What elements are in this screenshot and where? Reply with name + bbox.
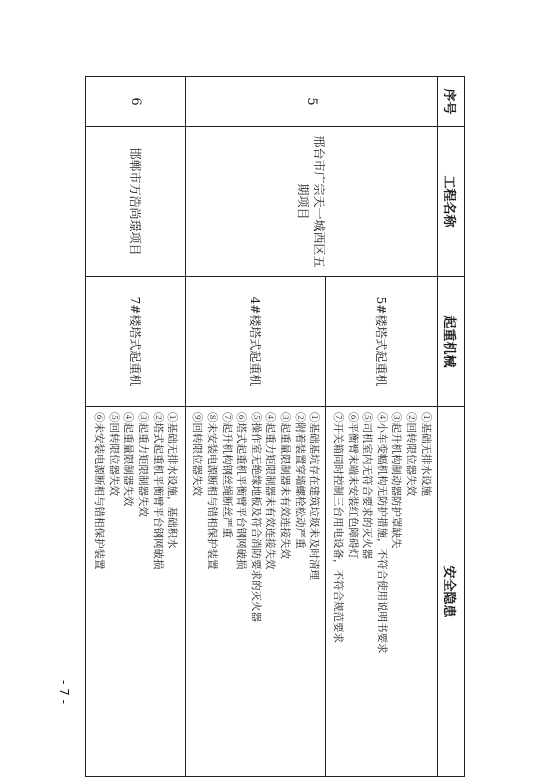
header-crane: 起重机械 — [438, 277, 465, 407]
crane-cell: 4#楼塔式起重机 — [186, 277, 326, 407]
project-cell: 邯郸市万浩尚璟项目 — [86, 127, 186, 277]
hazard-item: ⑨回转限位器失效 — [191, 412, 204, 496]
hazard-item: ③起重力矩限制器失效 — [137, 412, 150, 517]
hazard-item: ②回转限位器失效 — [404, 412, 417, 496]
hazard-item: ⑥塔式起重机平衡臂平台钢网破损 — [235, 412, 248, 570]
header-seq: 序号 — [438, 77, 465, 127]
hazard-item: ②塔式起重机平衡臂平台钢网破损 — [151, 412, 164, 570]
hazard-cell — [86, 407, 186, 777]
hazard-item: ⑤操作室无绝缘地板及符合消防要求的灭火器 — [249, 412, 262, 622]
project-cell: 邢台市广宗天一城西区五期项目 — [186, 127, 438, 277]
hazard-item: ①基础无排水设施，基础积水 — [166, 412, 179, 549]
seq-cell: 6 — [86, 77, 186, 127]
hazard-item: ①基础无排水设施 — [419, 412, 432, 496]
rotated-table-container — [85, 76, 465, 776]
crane-cell: 7#楼塔式起重机 — [86, 277, 186, 407]
header-project: 工程名称 — [438, 127, 465, 277]
page-number: - 7 - — [56, 680, 71, 704]
hazard-item: ④小车变幅机构无防护措施，不符合使用说明书要求 — [375, 412, 388, 654]
hazard-item: ④起重力矩限制器未有效连接失效 — [264, 412, 277, 570]
table-row — [326, 77, 438, 777]
hazard-cell — [186, 407, 326, 777]
hazard-item: ⑤司机室内无符合要求的灭火器 — [361, 412, 374, 559]
hazard-item: ⑥平衡臂末端未安装红色障碍灯 — [346, 412, 359, 559]
hazard-item: ③起升机构制动器防护罩缺失 — [390, 412, 403, 549]
hazard-item: ⑧未安装电源断相与错相保护装置 — [206, 412, 219, 570]
table-row — [86, 77, 186, 777]
hazard-item: ④起重量限制器失效 — [122, 412, 135, 507]
hazard-item: ②附着装置穿墙螺栓松动严重 — [293, 412, 306, 549]
crane-cell: 5#楼塔式起重机 — [326, 277, 438, 407]
hazard-item: ⑦开关箱同时控制三台用电设备，不符合规范要求 — [332, 412, 345, 643]
header-hazard: 安全隐患 — [438, 407, 465, 777]
hazard-item: ⑤回转限位器失效 — [107, 412, 120, 496]
hazard-cell — [326, 407, 438, 777]
hazard-item: ①基础基坑存在建筑垃圾未及时清理 — [308, 412, 321, 580]
hazard-item: ⑦起升机构钢丝绳断丝严重 — [220, 412, 233, 538]
hazard-table — [85, 76, 465, 777]
hazard-item: ⑥未安装电源断相与错相保护装置 — [93, 412, 106, 570]
table-header-row — [438, 77, 465, 777]
hazard-item: ③起重量限制器未有效连接失效 — [278, 412, 291, 559]
seq-cell: 5 — [186, 77, 438, 127]
